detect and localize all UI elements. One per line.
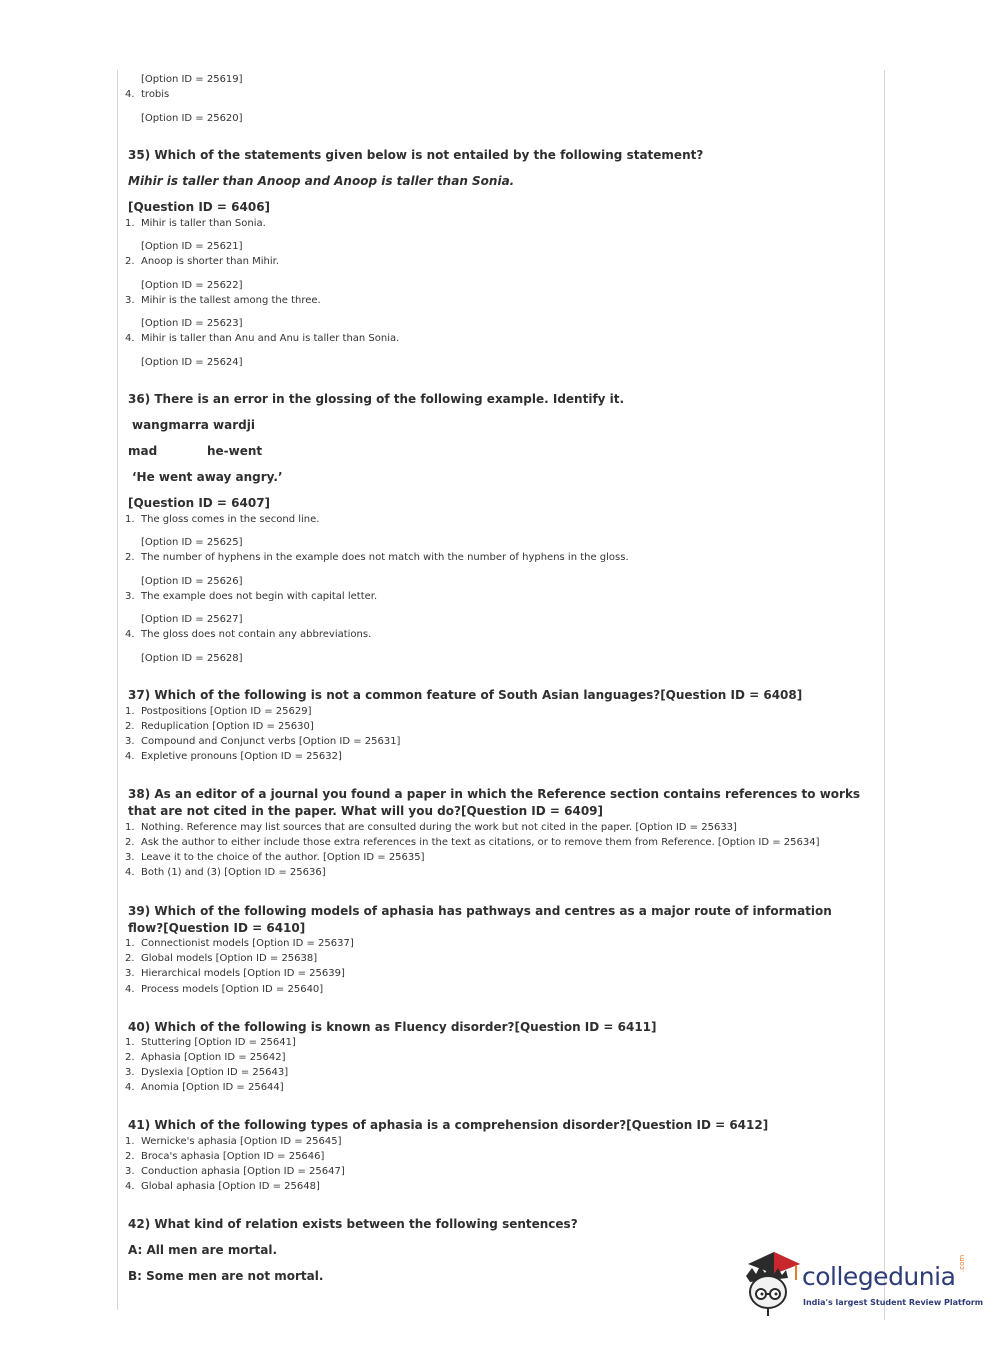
option-id: [Option ID = 25621] <box>141 241 243 252</box>
question-35-option-2: 2. Anoop is shorter than Mihir. <box>125 256 280 267</box>
right-margin-rule <box>884 70 885 1320</box>
option-id: [Option ID = 25625] <box>141 537 243 548</box>
question-37-option-4: 4. Expletive pronouns [Option ID = 25632] <box>125 751 342 762</box>
left-margin-rule <box>117 70 118 1310</box>
question-39-heading: 39) Which of the following models of aphasia has pathways and centres as a major route of information flow?[Question ID = 6410] <box>128 904 832 935</box>
question-36-example: wangmarra wardji <box>132 418 255 432</box>
question-37-heading: 37) Which of the following is not a common feature of South Asian languages?[Question ID = 6408] <box>128 688 803 702</box>
question-37-option-2: 2. Reduplication [Option ID = 25630] <box>125 721 314 732</box>
option-id: [Option ID = 25624] <box>141 357 243 368</box>
question-40-option-3: 3. Dyslexia [Option ID = 25643] <box>125 1067 289 1078</box>
question-38-heading: 38) As an editor of a journal you found a paper in which the Reference section contains references to works that are not cited in the paper. What will you do?[Question ID = 6409] <box>128 787 861 818</box>
option-item: 4. trobis <box>125 89 170 100</box>
question-40-heading: 40) Which of the following is known as Fluency disorder?[Question ID = 6411] <box>128 1020 657 1034</box>
question-42-heading: 42) What kind of relation exists between the following sentences? <box>128 1217 578 1231</box>
question-41-option-1: 1. Wernicke's aphasia [Option ID = 25645] <box>125 1136 342 1147</box>
option-id: [Option ID = 25628] <box>141 653 243 664</box>
question-39-option-1: 1. Connectionist models [Option ID = 25637] <box>125 938 354 949</box>
question-38-option-1: 1. Nothing. Reference may list sources that are consulted during the work but not cited in the paper. [Option ID = 25633] <box>125 822 737 833</box>
question-39-option-3: 3. Hierarchical models [Option ID = 25639] <box>125 968 345 979</box>
option-id: [Option ID = 25619] <box>141 74 243 85</box>
question-35-option-4: 4. Mihir is taller than Anu and Anu is taller than Sonia. <box>125 333 400 344</box>
question-38-option-3: 3. Leave it to the choice of the author. [Option ID = 25635] <box>125 852 425 863</box>
option-id: [Option ID = 25622] <box>141 280 243 291</box>
logo-suffix: .com <box>958 1254 966 1272</box>
question-40-option-2: 2. Aphasia [Option ID = 25642] <box>125 1052 286 1063</box>
question-41-heading: 41) Which of the following types of aphasia is a comprehension disorder?[Question ID = 6412] <box>128 1118 769 1132</box>
question-41-option-2: 2. Broca's aphasia [Option ID = 25646] <box>125 1151 325 1162</box>
question-36-translation: ‘He went away angry.’ <box>132 470 283 484</box>
question-36-gloss-word-1: mad <box>128 444 158 458</box>
question-36-gloss-word-2: he-went <box>207 444 263 458</box>
question-35-statement: Mihir is taller than Anoop and Anoop is taller than Sonia. <box>128 174 515 188</box>
question-35-heading: 35) Which of the statements given below is not entailed by the following statement? <box>128 148 704 162</box>
question-38-option-4: 4. Both (1) and (3) [Option ID = 25636] <box>125 867 326 878</box>
collegedunia-logo[interactable] <box>740 1248 984 1316</box>
question-36-option-2: 2. The number of hyphens in the example does not match with the number of hyphens in the gloss. <box>125 552 629 563</box>
option-id: [Option ID = 25620] <box>141 113 243 124</box>
question-41-option-3: 3. Conduction aphasia [Option ID = 25647] <box>125 1166 345 1177</box>
question-35-option-3: 3. Mihir is the tallest among the three. <box>125 295 321 306</box>
question-42-sentence-b: B: Some men are not mortal. <box>128 1269 324 1283</box>
question-37-option-1: 1. Postpositions [Option ID = 25629] <box>125 706 312 717</box>
mascot-icon <box>740 1248 802 1316</box>
option-id: [Option ID = 25627] <box>141 614 243 625</box>
question-42-sentence-a: A: All men are mortal. <box>128 1243 278 1257</box>
logo-wordmark: collegedunia <box>802 1262 956 1291</box>
option-id: [Option ID = 25623] <box>141 318 243 329</box>
question-35-option-1: 1. Mihir is taller than Sonia. <box>125 218 266 229</box>
question-39-option-2: 2. Global models [Option ID = 25638] <box>125 953 318 964</box>
question-39-option-4: 4. Process models [Option ID = 25640] <box>125 984 324 995</box>
question-36-option-4: 4. The gloss does not contain any abbreviations. <box>125 629 372 640</box>
question-41-option-4: 4. Global aphasia [Option ID = 25648] <box>125 1181 320 1192</box>
question-36-option-3: 3. The example does not begin with capital letter. <box>125 591 378 602</box>
question-36-heading: 36) There is an error in the glossing of the following example. Identify it. <box>128 392 625 406</box>
question-37-option-3: 3. Compound and Conjunct verbs [Option ID = 25631] <box>125 736 401 747</box>
question-38-option-2: 2. Ask the author to either include those extra references in the text as citations, or to remove them from Reference. [Option ID = 25634] <box>125 837 820 848</box>
question-36-option-1: 1. The gloss comes in the second line. <box>125 514 320 525</box>
question-35-id: [Question ID = 6406] <box>128 200 271 214</box>
option-id: [Option ID = 25626] <box>141 576 243 587</box>
question-40-option-4: 4. Anomia [Option ID = 25644] <box>125 1082 284 1093</box>
logo-tagline: India's largest Student Review Platform <box>803 1298 984 1307</box>
question-36-id: [Question ID = 6407] <box>128 496 271 510</box>
question-40-option-1: 1. Stuttering [Option ID = 25641] <box>125 1037 296 1048</box>
